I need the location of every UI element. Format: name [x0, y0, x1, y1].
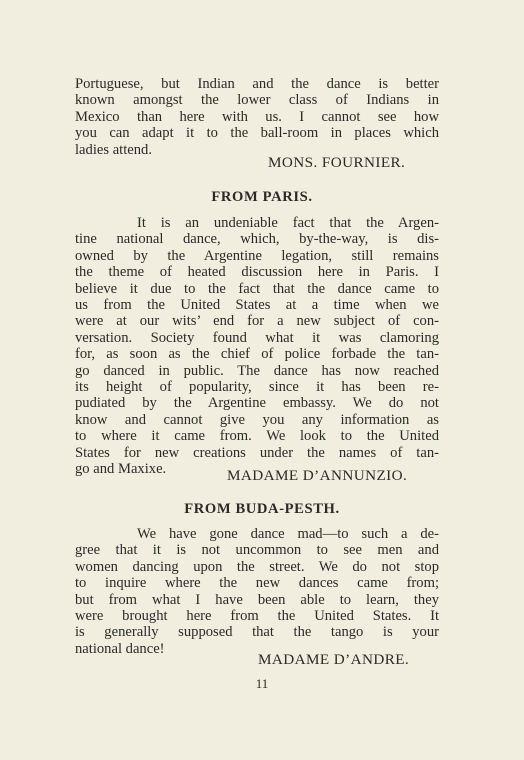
signature-dandre: MADAME D’ANDRE. — [258, 651, 410, 668]
text-line: to inquire where the new dances came from; — [75, 575, 439, 592]
text-line: We have gone dance mad—to such a de- — [137, 526, 439, 542]
text-line: know and cannot give you any information as — [75, 411, 439, 428]
text-line: national dance! — [75, 640, 165, 657]
text-line: gree that it is not uncommon to see men and — [75, 542, 439, 559]
text-line: were at our wits’ end for a new subject of con- — [75, 313, 439, 330]
page-number: 11 — [255, 676, 269, 691]
text-line: believe it due to the fact that the dance came to — [75, 280, 439, 297]
text-line: tine national dance, which, by-the-way, is dis- — [75, 231, 439, 248]
text-line: its height of popularity, since it has been re- — [75, 379, 439, 396]
signature-dannunzio: MADAME D’ANNUNZIO. — [227, 467, 408, 484]
paragraph-fournier-letter — [75, 76, 439, 158]
text-line: us from the United States at a time when we — [75, 297, 439, 314]
text-line: go and Maxixe. — [75, 461, 167, 478]
text-line: the theme of heated discussion here in Paris. I — [75, 264, 439, 281]
text-line: is generally supposed that the tango is your — [75, 624, 439, 641]
paragraph-budapest-letter — [75, 526, 439, 657]
text-line: versation. Society found what it was clamoring — [75, 329, 439, 346]
text-line: for, as soon as the chief of police forbade the tan- — [75, 346, 439, 363]
paragraph-paris-letter — [75, 215, 439, 478]
text-line: Mexico than here with us. I cannot see how — [75, 108, 439, 125]
text-line: pudiated by the Argentine embassy. We do not — [75, 395, 439, 412]
text-line: women dancing upon the street. We do not stop — [75, 558, 439, 575]
text-line: owned by the Argentine legation, still remains — [75, 247, 439, 264]
text-line: go danced in public. The dance has now reached — [75, 362, 439, 379]
text-line: It is an undeniable fact that the Argen- — [137, 215, 439, 231]
text-line: but from what I have been able to learn, they — [75, 591, 439, 608]
heading-from-paris: FROM PARIS. — [211, 189, 313, 205]
text-line: States for new creations under the names of tan- — [75, 444, 439, 461]
text-line: were brought here from the United States. It — [75, 608, 439, 625]
text-line: Portuguese, but Indian and the dance is better — [75, 76, 439, 92]
heading-from-buda-pesth: FROM BUDA-PESTH. — [184, 501, 340, 517]
text-line: to where it came from. We look to the United — [75, 428, 439, 445]
text-line: known amongst the lower class of Indians in — [75, 92, 439, 109]
signature-fournier: MONS. FOURNIER. — [268, 154, 406, 171]
text-line: you can adapt it to the ball-room in places which — [75, 125, 439, 142]
text-line: ladies attend. — [75, 141, 152, 158]
